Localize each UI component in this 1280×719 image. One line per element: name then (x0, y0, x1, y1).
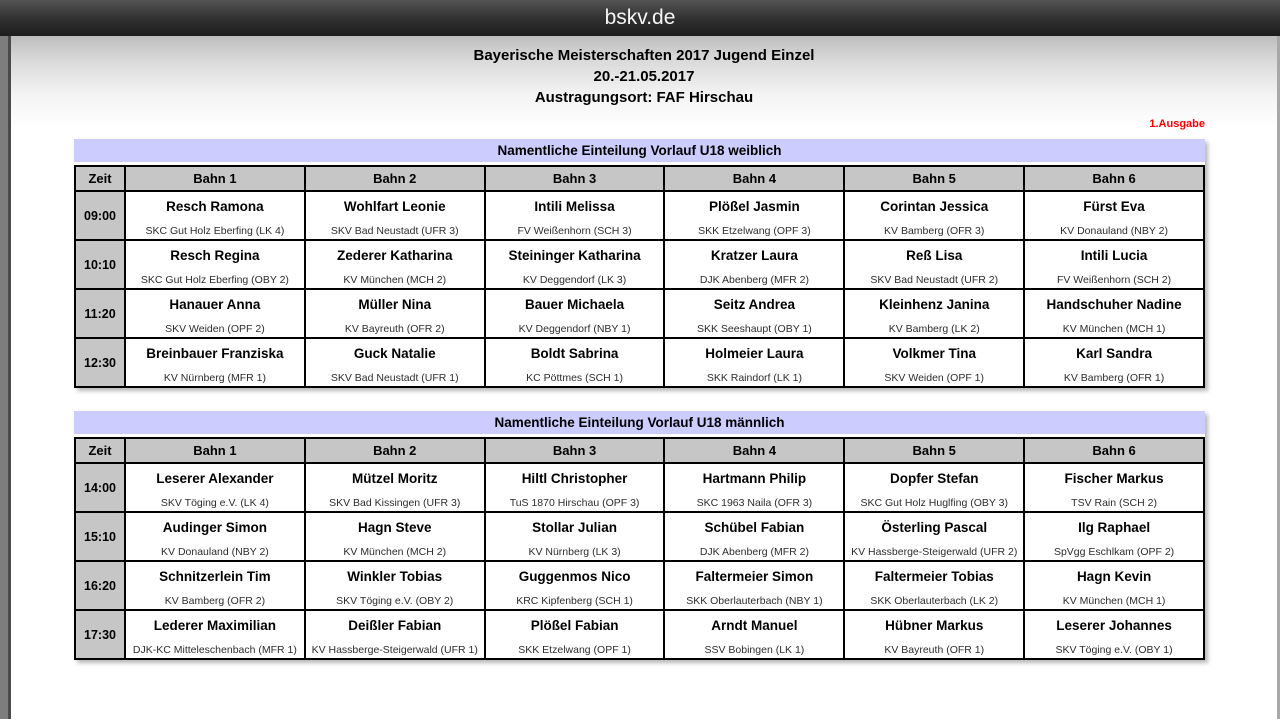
player-club: KV Deggendorf (NBY 1) (518, 323, 631, 335)
player-club: KV Bamberg (LK 2) (888, 323, 980, 335)
player-name: Fischer Markus (1064, 471, 1164, 486)
player-club: KV Hassberge-Steigerwald (UFR 2) (851, 546, 1018, 558)
player-cell (125, 240, 305, 289)
player-cell (305, 338, 485, 387)
column-header-zeit: Zeit (75, 438, 125, 463)
player-club: SpVgg Eschlkam (OPF 2) (1053, 546, 1175, 558)
player-cell (485, 240, 665, 289)
player-cell (1024, 240, 1204, 289)
player-club: SKV Töging e.V. (OBY 1) (1055, 644, 1173, 656)
time-cell: 16:20 (75, 561, 125, 610)
player-name: Breinbauer Franziska (146, 346, 284, 361)
column-header-bahn: Bahn 6 (1024, 438, 1204, 463)
schedule-row (75, 512, 1204, 561)
schedule-table (74, 437, 1205, 660)
player-cell (664, 338, 844, 387)
player-cell (1024, 512, 1204, 561)
column-header-bahn: Bahn 3 (485, 438, 665, 463)
player-club: KV Hassberge-Steigerwald (UFR 1) (311, 644, 478, 656)
document-page (11, 36, 1277, 719)
player-cell (1024, 289, 1204, 338)
player-club: KV Nürnberg (LK 3) (528, 546, 621, 558)
player-name: Plößel Fabian (530, 618, 619, 633)
player-club: SKV Töging e.V. (OBY 2) (336, 595, 454, 607)
player-cell (485, 610, 665, 659)
site-title: bskv.de (604, 6, 676, 29)
player-name: Karl Sandra (1076, 346, 1152, 361)
player-club: SKC 1963 Naila (OFR 3) (696, 497, 813, 509)
player-name: Boldt Sabrina (530, 346, 619, 361)
player-cell (844, 289, 1024, 338)
player-cell (125, 191, 305, 240)
player-cell (664, 191, 844, 240)
document-header (11, 36, 1277, 108)
player-cell (664, 610, 844, 659)
player-cell (485, 191, 665, 240)
player-club: SKV Weiden (OPF 1) (884, 372, 985, 384)
player-club: SKK Oberlauterbach (NBY 1) (686, 595, 823, 607)
player-cell (305, 561, 485, 610)
player-club: KRC Kipfenberg (SCH 1) (516, 595, 633, 607)
player-name: Österling Pascal (881, 520, 988, 535)
time-cell: 17:30 (75, 610, 125, 659)
table-title-weiblich: Namentliche Einteilung Vorlauf U18 weiblich (74, 139, 1205, 162)
player-cell (125, 512, 305, 561)
schedule-row (75, 191, 1204, 240)
player-name: Kratzer Laura (710, 248, 798, 263)
player-club: DJK Abenberg (MFR 2) (699, 546, 809, 558)
player-name: Audinger Simon (162, 520, 268, 535)
player-club: KV Bamberg (OFR 1) (1063, 372, 1165, 384)
roster-table-weiblich (74, 139, 1205, 388)
player-cell (305, 240, 485, 289)
player-cell (664, 512, 844, 561)
player-name: Kleinhenz Janina (879, 297, 990, 312)
player-club: SKV Bad Neustadt (UFR 2) (870, 274, 999, 286)
player-name: Seitz Andrea (713, 297, 796, 312)
player-name: Ilg Raphael (1078, 520, 1151, 535)
player-cell (125, 610, 305, 659)
player-name: Reß Lisa (906, 248, 963, 263)
player-club: KV Bamberg (OFR 2) (164, 595, 266, 607)
player-club: KV München (MCH 2) (343, 546, 447, 558)
player-club: FV Weißenhorn (SCH 2) (1056, 274, 1172, 286)
roster-table-maennlich (74, 411, 1205, 660)
player-name: Bauer Michaela (525, 297, 625, 312)
player-name: Winkler Tobias (347, 569, 443, 584)
edition-label: 1.Ausgabe (1149, 118, 1205, 130)
schedule-row (75, 240, 1204, 289)
player-name: Lederer Maximilian (153, 618, 277, 633)
document-viewport (0, 36, 1280, 719)
player-name: Resch Regina (170, 248, 260, 263)
player-name: Zederer Katharina (336, 248, 453, 263)
player-club: SKK Raindorf (LK 1) (706, 372, 802, 384)
column-header-bahn: Bahn 1 (125, 166, 305, 191)
player-name: Steininger Katharina (508, 248, 641, 263)
player-club: KC Pöttmes (SCH 1) (526, 372, 623, 384)
player-club: SKK Oberlauterbach (LK 2) (870, 595, 999, 607)
player-name: Guck Natalie (353, 346, 436, 361)
time-cell: 14:00 (75, 463, 125, 512)
player-club: KV Bayreuth (OFR 2) (344, 323, 445, 335)
player-cell (664, 289, 844, 338)
column-header-row (75, 438, 1204, 463)
player-cell (1024, 338, 1204, 387)
player-club: SKV Weiden (OPF 2) (165, 323, 265, 335)
player-club: KV Deggendorf (LK 3) (522, 274, 627, 286)
schedule-row (75, 289, 1204, 338)
player-cell (1024, 610, 1204, 659)
player-club: DJK Abenberg (MFR 2) (699, 274, 809, 286)
player-name: Intili Lucia (1080, 248, 1148, 263)
schedule-table (74, 165, 1205, 388)
column-header-bahn: Bahn 3 (485, 166, 665, 191)
document-date: 20.-21.05.2017 (593, 68, 695, 85)
player-club: SKV Bad Neustadt (UFR 3) (330, 225, 459, 237)
player-cell (485, 289, 665, 338)
browser-titlebar[interactable] (0, 0, 1280, 36)
player-cell (485, 512, 665, 561)
player-club: SKV Töging e.V. (LK 4) (160, 497, 269, 509)
player-club: SKC Gut Holz Eberfing (OBY 2) (140, 274, 289, 286)
player-cell (125, 338, 305, 387)
player-name: Faltermeier Simon (695, 569, 814, 584)
page-left-edge (0, 36, 11, 719)
player-cell (844, 610, 1024, 659)
player-cell (485, 561, 665, 610)
player-cell (844, 512, 1024, 561)
player-name: Leserer Alexander (156, 471, 274, 486)
player-name: Hübner Markus (885, 618, 984, 633)
player-name: Corintan Jessica (880, 199, 989, 214)
player-name: Holmeier Laura (705, 346, 804, 361)
player-cell (305, 191, 485, 240)
player-cell (1024, 463, 1204, 512)
schedule-row (75, 463, 1204, 512)
player-club: TSV Rain (SCH 2) (1071, 497, 1157, 509)
player-club: KV München (MCH 1) (1062, 323, 1166, 335)
player-club: KV München (MCH 1) (1062, 595, 1166, 607)
player-club: SKK Etzelwang (OPF 1) (518, 644, 631, 656)
schedule-row (75, 338, 1204, 387)
player-name: Volkmer Tina (892, 346, 976, 361)
player-club: FV Weißenhorn (SCH 3) (517, 225, 632, 237)
player-cell (305, 512, 485, 561)
time-cell: 15:10 (75, 512, 125, 561)
player-name: Handschuher Nadine (1046, 297, 1182, 312)
player-club: KV Bamberg (OFR 3) (884, 225, 985, 237)
player-name: Hagn Kevin (1076, 569, 1152, 584)
player-club: KV Nürnberg (MFR 1) (163, 372, 266, 384)
player-cell (485, 338, 665, 387)
player-club: SKV Bad Neustadt (UFR 1) (330, 372, 459, 384)
player-cell (664, 240, 844, 289)
column-header-bahn: Bahn 2 (305, 438, 485, 463)
player-name: Stollar Julian (532, 520, 617, 535)
schedule-row (75, 610, 1204, 659)
player-name: Hartmann Philip (702, 471, 807, 486)
column-header-bahn: Bahn 5 (844, 438, 1024, 463)
column-header-bahn: Bahn 4 (664, 166, 844, 191)
column-header-bahn: Bahn 2 (305, 166, 485, 191)
schedule-row (75, 561, 1204, 610)
player-name: Guggenmos Nico (518, 569, 631, 584)
player-name: Fürst Eva (1083, 199, 1145, 214)
document-title: Bayerische Meisterschaften 2017 Jugend Einzel (473, 47, 815, 64)
player-cell (844, 463, 1024, 512)
time-cell: 11:20 (75, 289, 125, 338)
player-cell (125, 463, 305, 512)
player-name: Hanauer Anna (169, 297, 261, 312)
player-name: Wohlfart Leonie (343, 199, 446, 214)
column-header-bahn: Bahn 5 (844, 166, 1024, 191)
player-cell (664, 463, 844, 512)
player-name: Müller Nina (358, 297, 432, 312)
player-cell (305, 463, 485, 512)
column-header-bahn: Bahn 4 (664, 438, 844, 463)
player-cell (844, 240, 1024, 289)
tables-container (74, 139, 1205, 683)
player-name: Leserer Johannes (1056, 618, 1172, 633)
column-header-bahn: Bahn 1 (125, 438, 305, 463)
player-cell (844, 338, 1024, 387)
player-club: SKV Bad Kissingen (UFR 3) (329, 497, 461, 509)
player-name: Plößel Jasmin (709, 199, 800, 214)
time-cell: 12:30 (75, 338, 125, 387)
player-cell (125, 561, 305, 610)
player-club: SKC Gut Holz Eberfing (LK 4) (145, 225, 285, 237)
player-name: Deißler Fabian (348, 618, 442, 633)
player-name: Intili Melissa (534, 199, 615, 214)
player-name: Faltermeier Tobias (874, 569, 994, 584)
column-header-row (75, 166, 1204, 191)
player-name: Schübel Fabian (704, 520, 805, 535)
player-cell (305, 289, 485, 338)
player-cell (1024, 191, 1204, 240)
player-club: KV München (MCH 2) (343, 274, 447, 286)
player-cell (844, 191, 1024, 240)
player-cell (485, 463, 665, 512)
player-club: SKK Etzelwang (OPF 3) (698, 225, 811, 237)
player-cell (125, 289, 305, 338)
player-cell (844, 561, 1024, 610)
player-name: Arndt Manuel (711, 618, 798, 633)
player-name: Hiltl Christopher (521, 471, 628, 486)
player-club: SKK Seeshaupt (OBY 1) (697, 323, 812, 335)
player-cell (305, 610, 485, 659)
player-name: Hagn Steve (357, 520, 432, 535)
player-name: Dopfer Stefan (889, 471, 979, 486)
document-venue: Austragungsort: FAF Hirschau (534, 89, 754, 106)
player-club: SSV Bobingen (LK 1) (704, 644, 805, 656)
table-title-maennlich: Namentliche Einteilung Vorlauf U18 männlich (74, 411, 1205, 434)
player-club: TuS 1870 Hirschau (OPF 3) (509, 497, 640, 509)
player-cell (664, 561, 844, 610)
time-cell: 10:10 (75, 240, 125, 289)
player-name: Schnitzerlein Tim (159, 569, 271, 584)
player-club: SKC Gut Holz Huglfing (OBY 3) (860, 497, 1008, 509)
player-name: Resch Ramona (166, 199, 264, 214)
player-club: KV Donauland (NBY 2) (161, 546, 269, 558)
player-club: DJK-KC Mitteleschenbach (MFR 1) (132, 644, 297, 656)
player-club: KV Bayreuth (OFR 1) (884, 644, 985, 656)
column-header-zeit: Zeit (75, 166, 125, 191)
column-header-bahn: Bahn 6 (1024, 166, 1204, 191)
time-cell: 09:00 (75, 191, 125, 240)
player-cell (1024, 561, 1204, 610)
player-club: KV Donauland (NBY 2) (1060, 225, 1168, 237)
player-name: Mützel Moritz (351, 471, 438, 486)
